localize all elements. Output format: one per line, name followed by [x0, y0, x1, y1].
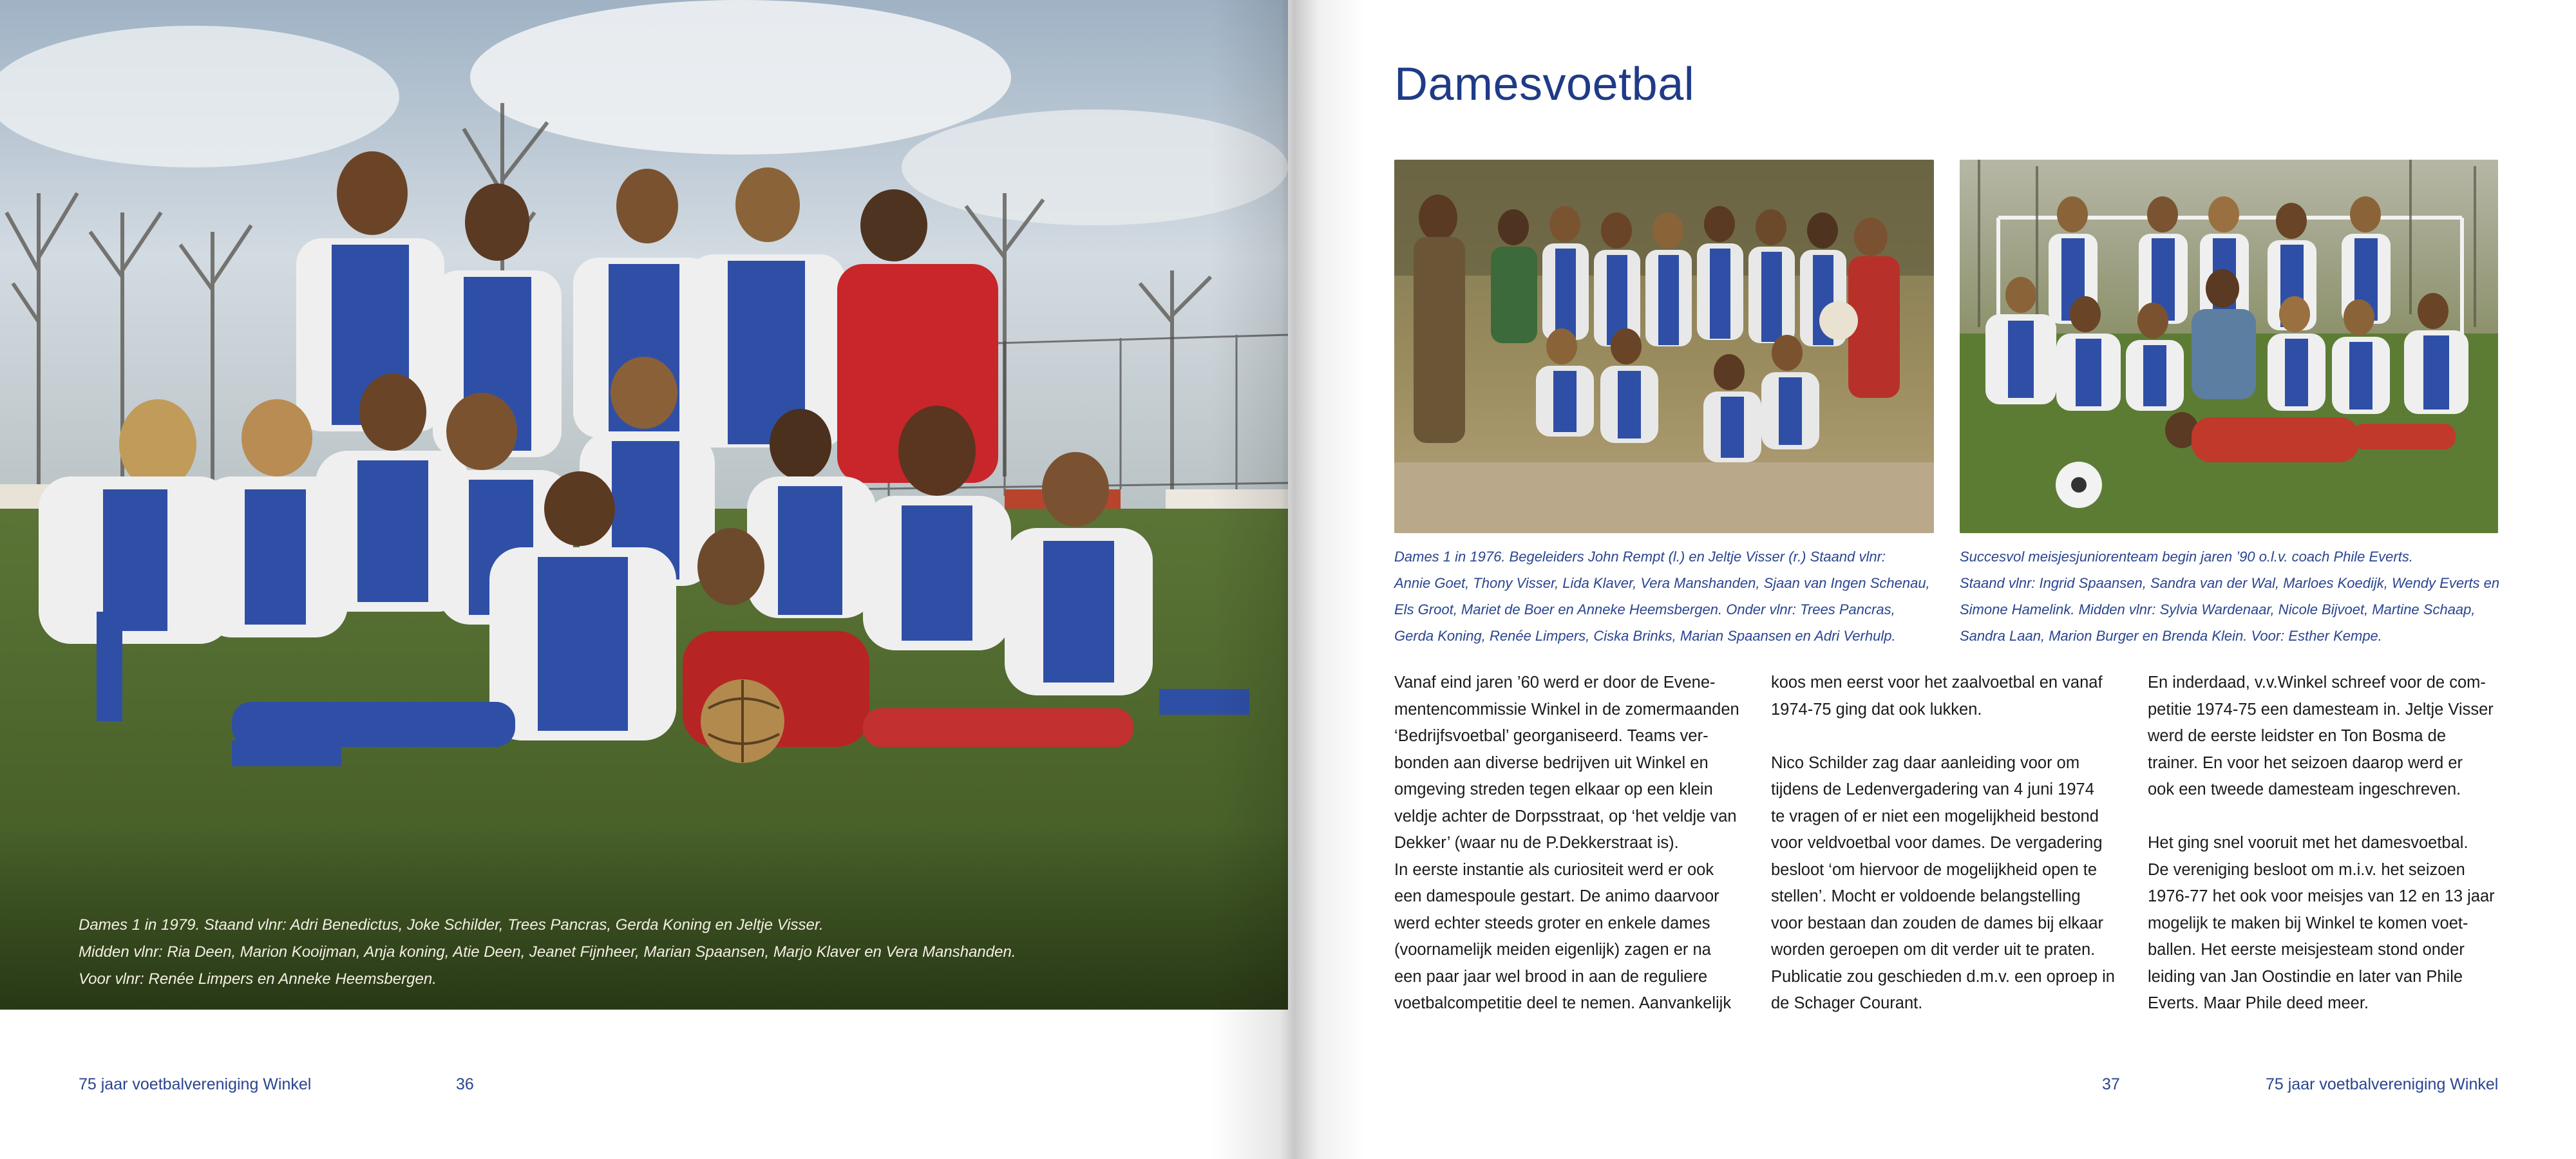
body-line: trainer. En voor het seizoen daarop werd er [2148, 753, 2463, 772]
hero-caption-line: Dames 1 in 1979. Staand vlnr: Adri Benedictus, Joke Schilder, Trees Pancras, Gerda Koning en Jeltje Visser. [79, 916, 824, 934]
body-line: een paar jaar wel brood in aan de reguliere [1394, 967, 1708, 986]
page-title: Damesvoetbal [1394, 59, 1695, 110]
body-line: Everts. Maar Phile deed meer. [2148, 994, 2369, 1012]
body-line: ook een tweede damesteam ingeschreven. [2148, 780, 2461, 798]
photo-2-caption-line: Sandra Laan, Marion Burger en Brenda Klein. Voor: Esther Kempe. [1960, 628, 2382, 644]
body-line: En inderdaad, v.v.Winkel schreef voor de com- [2148, 674, 2486, 692]
junior-team-photo-90s-image [1960, 160, 2498, 533]
footer-title-left: 75 jaar voetbalvereniging Winkel [79, 1075, 312, 1093]
body-column-3 [2148, 670, 2496, 1017]
body-line: stellen’. Mocht er voldoende belangstelling [1771, 887, 2081, 905]
photo-2-caption [1960, 543, 2498, 649]
junior-team-photo-90s [1960, 160, 2498, 533]
hero-caption-line: Midden vlnr: Ria Deen, Marion Kooijman, Anja koning, Atie Deen, Jeanet Fijnheer, Marian Spaansen, Marjo Klaver en Vera Manshanden. [79, 943, 1016, 961]
body-line: voetbalcompetitie deel te nemen. Aanvankelijk [1394, 994, 1732, 1012]
page-number-left: 36 [456, 1075, 474, 1093]
body-line: In eerste instantie als curiositeit werd er ook [1394, 860, 1714, 879]
body-line: mentencommissie Winkel in de zomermaanden [1394, 700, 1739, 719]
body-line: De vereniging besloot om m.i.v. het seizoen [2148, 860, 2465, 879]
body-line: petitie 1974-75 een damesteam in. Jeltje Visser [2148, 700, 2494, 719]
body-line: worden geroepen om dit verder uit te praten. [1771, 941, 2096, 959]
photo-1-caption-line: Dames 1 in 1976. Begeleiders John Rempt (l.) en Jeltje Visser (r.) Staand vlnr: [1394, 549, 1886, 565]
body-line: (voornamelijk meiden eigenlijk) zagen er na [1394, 941, 1711, 959]
body-line: Dekker’ (waar nu de P.Dekkerstraat is). [1394, 834, 1679, 852]
footer-title-right: 75 jaar voetbalvereniging Winkel [2266, 1075, 2499, 1093]
body-line: voor veldvoetbal voor dames. De vergadering [1771, 834, 2103, 852]
body-line: Vanaf eind jaren ’60 werd er door de Evene- [1394, 674, 1716, 692]
photo-2-caption-line: Simone Hamelink. Midden vlnr: Sylvia Wardenaar, Nicole Bijvoet, Martine Schaap, [1960, 601, 2476, 617]
hero-caption [79, 912, 1045, 993]
photo-1-caption [1394, 543, 1934, 649]
page-number-right: 37 [2102, 1075, 2120, 1093]
body-line: veldje achter de Dorpsstraat, op ‘het veldje van [1394, 807, 1737, 825]
team-photo-1979 [0, 0, 1288, 1010]
body-line: ballen. Het eerste meisjesteam stond onder [2148, 941, 2465, 959]
photo-2-caption-line: Succesvol meisjesjuniorenteam begin jaren ’90 o.l.v. coach Phile Everts. [1960, 549, 2413, 565]
team-photo-1976-image [1394, 160, 1934, 533]
body-line: een damespoule gestart. De animo daarvoor [1394, 887, 1719, 905]
paragraph-gap [2148, 804, 2496, 831]
body-line: mogelijk te maken bij Winkel te komen voet- [2148, 914, 2468, 932]
body-line: voor bestaan dan zouden de dames bij elkaar [1771, 914, 2104, 932]
body-line: omgeving streden tegen elkaar op een klein [1394, 780, 1713, 798]
body-line: 1976-77 het ook voor meisjes van 12 en 13 jaar [2148, 887, 2495, 905]
team-photo-1976 [1394, 160, 1934, 533]
body-column-2 [1771, 670, 2119, 1017]
photo-1-caption-line: Gerda Koning, Renée Limpers, Ciska Brinks, Marian Spaansen en Adri Verhulp. [1394, 628, 1896, 644]
body-line: 1974-75 ging dat ook lukken. [1771, 700, 1982, 719]
body-line: koos men eerst voor het zaalvoetbal en vanaf [1771, 674, 2103, 692]
body-line: Nico Schilder zag daar aanleiding voor om [1771, 753, 2080, 772]
team-photo-1979-image [0, 0, 1288, 1010]
photo-1-caption-line: Annie Goet, Thony Visser, Lida Klaver, Vera Manshanden, Sjaan van Ingen Schenau, [1394, 575, 1930, 591]
body-line: te vragen of er niet een mogelijkheid bestond [1771, 807, 2099, 825]
photo-2-caption-line: Staand vlnr: Ingrid Spaansen, Sandra van der Wal, Marloes Koedijk, Wendy Everts en [1960, 575, 2500, 591]
photo-1-caption-line: Els Groot, Mariet de Boer en Anneke Heemsbergen. Onder vlnr: Trees Pancras, [1394, 601, 1895, 617]
body-line: besloot ‘om hiervoor de mogelijkheid open te [1771, 860, 2098, 879]
body-line: Publicatie zou geschieden d.m.v. een oproep in [1771, 967, 2115, 986]
body-line: tijdens de Ledenvergadering van 4 juni 1974 [1771, 780, 2094, 798]
hero-caption-line: Voor vlnr: Renée Limpers en Anneke Heemsbergen. [79, 970, 437, 988]
body-line: werd echter steeds groter en enkele dames [1394, 914, 1710, 932]
body-line: bonden aan diverse bedrijven uit Winkel en [1394, 753, 1709, 772]
body-line: ‘Bedrijfsvoetbal’ georganiseerd. Teams ver- [1394, 727, 1709, 745]
body-line: de Schager Courant. [1771, 994, 1923, 1012]
body-column-1 [1394, 670, 1742, 1017]
paragraph-gap [1771, 723, 2119, 750]
body-line: Het ging snel vooruit met het damesvoetbal. [2148, 834, 2468, 852]
body-line: werd de eerste leidster en Ton Bosma de [2148, 727, 2447, 745]
right-page [1294, 0, 2576, 1159]
body-line: leiding van Jan Oostindie en later van Phile [2148, 967, 2463, 986]
